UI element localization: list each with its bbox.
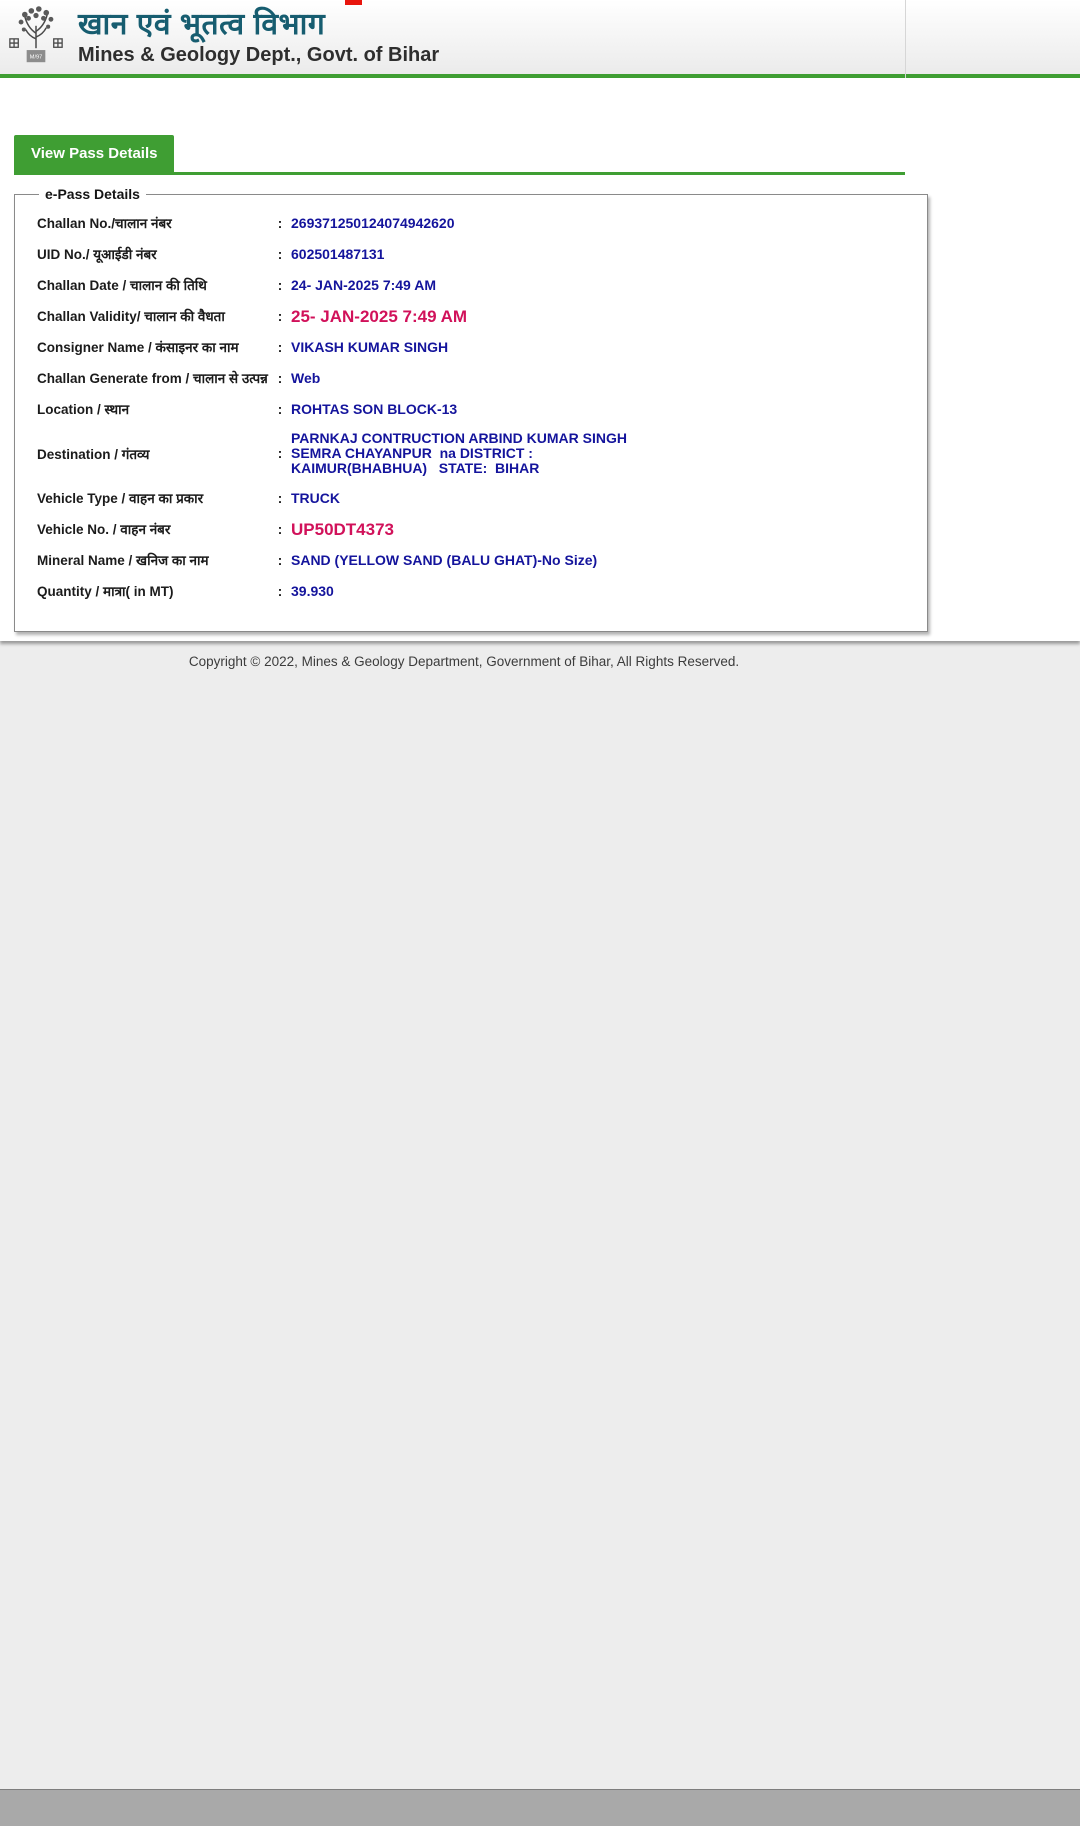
field-value: VIKASH KUMAR SINGH xyxy=(291,338,449,355)
field-separator: : xyxy=(277,552,283,568)
field-separator: : xyxy=(277,583,283,599)
field-value: PARNKAJ CONTRUCTION ARBIND KUMAR SINGH SEMRA CHAYANPUR na DISTRICT : KAIMUR(BHABHUA) STATE: BIHAR xyxy=(291,430,631,476)
content-area xyxy=(0,78,1080,641)
epass-fields xyxy=(37,214,911,600)
field-label: Destination / गंतव्य xyxy=(37,446,150,462)
field-separator: : xyxy=(277,370,283,386)
epass-details-fieldset xyxy=(14,186,928,632)
field-value: Web xyxy=(291,369,321,386)
bottom-gray-bar xyxy=(0,1789,1080,1826)
epass-field-row xyxy=(37,400,911,418)
field-label: Challan Validity/ चालान की वैधता xyxy=(37,309,225,324)
field-label: Mineral Name / खनिज का नाम xyxy=(37,553,209,568)
field-label: Location / स्थान xyxy=(37,402,130,417)
epass-field-row xyxy=(37,551,911,569)
top-red-mark xyxy=(345,0,362,5)
field-separator: : xyxy=(277,246,283,262)
field-label: Challan No./चालान नंबर xyxy=(37,216,172,231)
field-value: 602501487131 xyxy=(291,245,385,262)
copyright-text: Copyright © 2022, Mines & Geology Department, Government of Bihar, All Rights Reserved. xyxy=(188,654,740,669)
epass-field-row xyxy=(37,338,911,356)
epass-field-row xyxy=(37,520,911,538)
epass-field-row xyxy=(37,245,911,263)
field-value: 269371250124074942620 xyxy=(291,214,455,231)
epass-field-row xyxy=(37,431,911,476)
site-header xyxy=(0,0,1080,78)
dept-title-hindi: खान एवं भूतत्व विभाग xyxy=(78,8,326,41)
field-separator: : xyxy=(277,339,283,355)
epass-field-row xyxy=(37,307,911,325)
epass-field-row xyxy=(37,369,911,387)
field-label: Quantity / मात्रा( in MT) xyxy=(37,584,174,599)
field-separator: : xyxy=(277,521,283,537)
field-separator: : xyxy=(277,446,283,461)
epass-field-row xyxy=(37,489,911,507)
field-value: 39.930 xyxy=(291,582,334,599)
field-label: Vehicle Type / वाहन का प्रकार xyxy=(37,491,204,506)
svg-text:M/97: M/97 xyxy=(29,54,43,61)
field-separator: : xyxy=(277,490,283,506)
field-value: UP50DT4373 xyxy=(291,519,395,539)
field-label: Vehicle No. / वाहन नंबर xyxy=(37,522,171,537)
field-label: UID No./ यूआईडी नंबर xyxy=(37,247,157,262)
epass-field-row xyxy=(37,582,911,600)
dept-subtitle: Mines & Geology Dept., Govt. of Bihar xyxy=(78,44,440,66)
field-value: 25- JAN-2025 7:49 AM xyxy=(291,306,468,326)
field-label: Consigner Name / कंसाइनर का नाम xyxy=(37,340,239,355)
field-label: Challan Generate from / चालान से उत्पन्न xyxy=(37,371,268,386)
epass-legend: e-Pass Details xyxy=(45,186,140,202)
field-label: Challan Date / चालान की तिथि xyxy=(37,278,207,293)
field-separator: : xyxy=(277,215,283,231)
field-value: SAND (YELLOW SAND (BALU GHAT)-No Size) xyxy=(291,551,598,568)
field-value: TRUCK xyxy=(291,489,340,506)
bihar-emblem-logo-icon xyxy=(8,5,64,69)
view-pass-details-tab[interactable]: View Pass Details xyxy=(14,135,174,172)
field-separator: : xyxy=(277,308,283,324)
field-value: ROHTAS SON BLOCK-13 xyxy=(291,400,458,417)
field-separator: : xyxy=(277,401,283,417)
epass-field-row xyxy=(37,276,911,294)
epass-field-row xyxy=(37,214,911,232)
field-separator: : xyxy=(277,277,283,293)
field-value: 24- JAN-2025 7:49 AM xyxy=(291,276,436,293)
tab-underline xyxy=(14,172,905,175)
page-footer xyxy=(0,641,1080,669)
